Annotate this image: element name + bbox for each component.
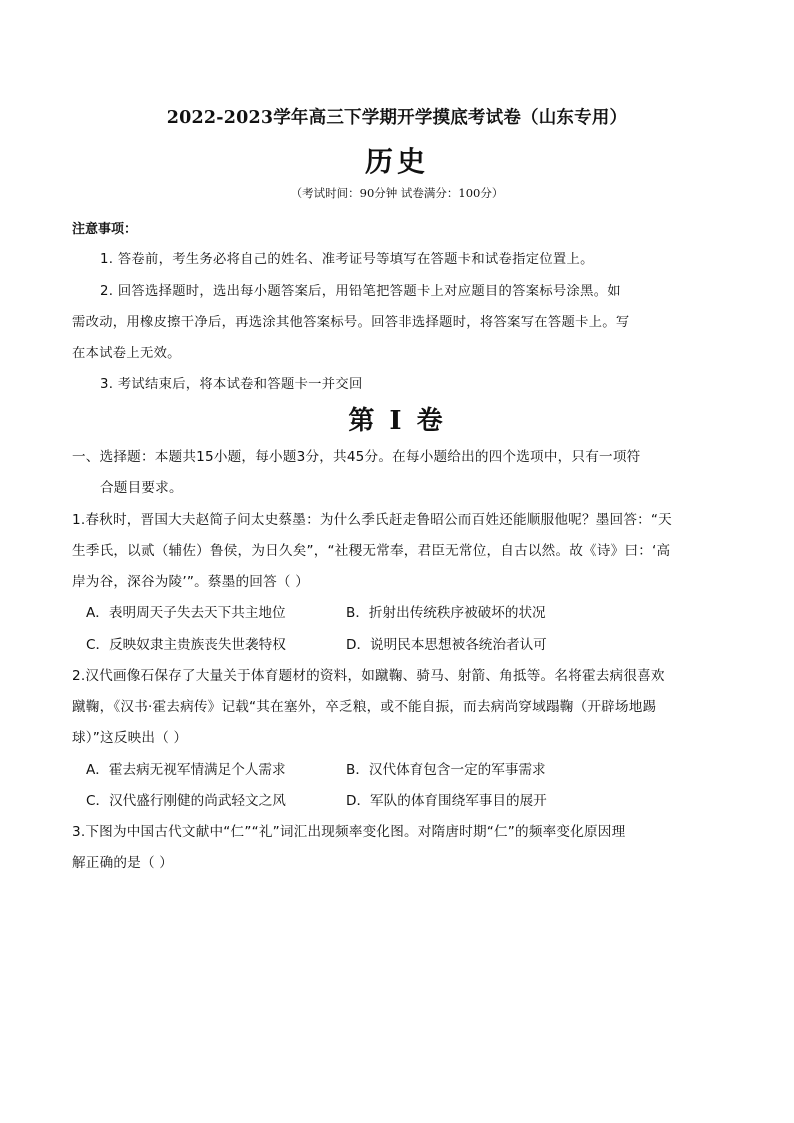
question-1-line-1: 1.春秋时，晋国大夫赵简子问太史蔡墨：为什么季氏赶走鲁昭公而百姓还能顺服他呢？墨回答：“天 — [72, 512, 672, 528]
question-3-line-2: 解正确的是（ ） — [72, 855, 174, 871]
question-1-option-b: B．折射出传统秩序被破坏的状况 — [346, 605, 546, 621]
notice-item-1: 1. 答卷前，考生务必将自己的姓名、准考证号等填写在答题卡和试卷指定位置上。 — [100, 252, 594, 267]
exam-info: （考试时间：90分钟 试卷满分：100分） — [290, 186, 504, 200]
section-instruction: 一、选择题：本题共15小题，每小题3分，共45分。在每小题给出的四个选项中，只有一项符 — [72, 449, 641, 465]
notice-item-3: 3. 考试结束后，将本试卷和答题卡一并交回 — [100, 377, 363, 392]
section-instruction-cont: 合题目要求。 — [100, 480, 183, 496]
question-1-option-d: D．说明民本思想被各统治者认可 — [346, 637, 547, 653]
question-2-line-3: 球）”这反映出（ ） — [72, 730, 188, 746]
question-2-line-1: 2.汉代画像石保存了大量关于体育题材的资料，如蹴鞠、骑马、射箭、角抵等。名将霍去病很喜欢 — [72, 668, 665, 684]
question-1-option-a: A．表明周天子失去天下共主地位 — [86, 605, 286, 621]
question-2-option-c: C．汉代盛行刚健的尚武轻文之风 — [86, 793, 286, 809]
subject-title: 历史 — [364, 145, 429, 178]
question-2-line-2: 蹴鞠，《汉书·霍去病传》记载“其在塞外，卒乏粮，或不能自振，而去病尚穿域蹋鞠（开辟场地踢 — [72, 699, 657, 715]
notice-item-2: 2. 回答选择题时，选出每小题答案后，用铅笔把答题卡上对应题目的答案标号涂黑。如 — [100, 284, 621, 299]
question-2-option-a: A．霍去病无视军情满足个人需求 — [86, 762, 286, 778]
question-1-line-2: 生季氏，以贰（辅佐）鲁侯，为日久矣”，“社稷无常奉，君臣无常位，自古以然。故《诗》曰：‘高 — [72, 543, 671, 559]
exam-title: 2022-2023学年高三下学期开学摸底考试卷（山东专用） — [166, 108, 628, 128]
question-1-option-c: C．反映奴隶主贵族丧失世袭特权 — [86, 637, 286, 653]
notice-item-2-cont: 需改动，用橡皮擦干净后，再选涂其他答案标号。回答非选择题时，将答案写在答题卡上。写 — [72, 315, 630, 330]
question-3-line-1: 3.下图为中国古代文献中“仁”“礼”词汇出现频率变化图。对隋唐时期“仁”的频率变化原因理 — [72, 824, 626, 840]
question-1-line-3: 岸为谷，深谷为陵’”。蔡墨的回答（ ） — [72, 574, 309, 590]
section-title: 第 I 卷 — [348, 406, 446, 436]
notice-heading: 注意事项： — [72, 222, 138, 237]
notice-item-2-cont2: 在本试卷上无效。 — [72, 346, 181, 361]
question-2-option-b: B．汉代体育包含一定的军事需求 — [346, 762, 546, 778]
question-2-option-d: D．军队的体育围绕军事目的展开 — [346, 793, 547, 809]
